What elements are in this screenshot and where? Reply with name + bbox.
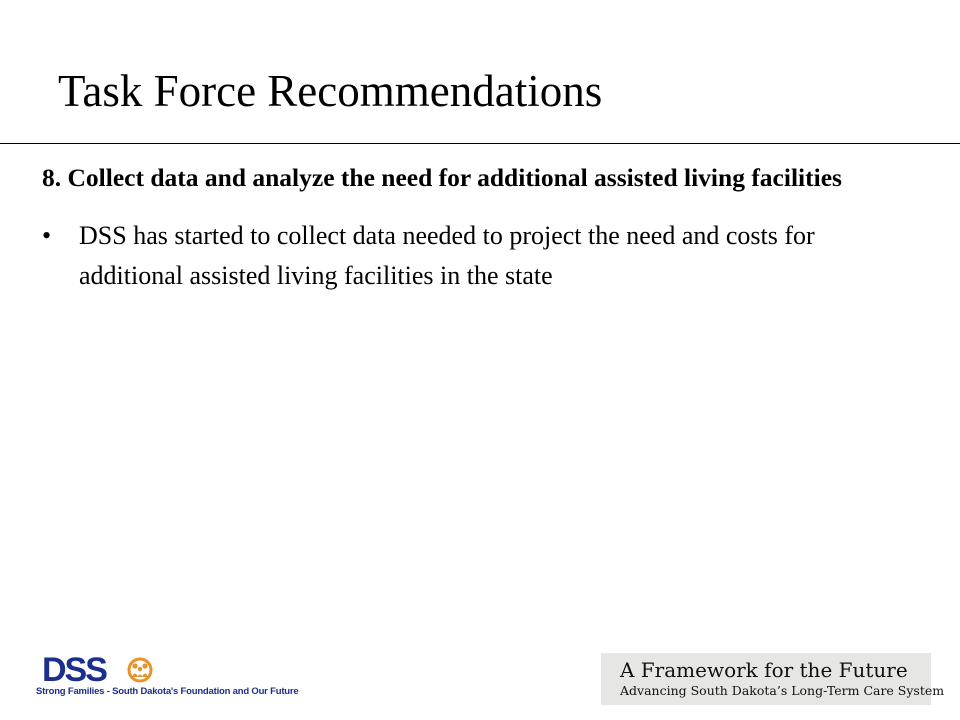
bullet-icon: • bbox=[42, 221, 52, 250]
dss-wordmark: DSS bbox=[42, 651, 106, 689]
dss-tagline: Strong Families - South Dakota's Foundation and Our Future bbox=[36, 686, 299, 697]
dss-logo bbox=[36, 651, 299, 700]
slide-content bbox=[42, 158, 922, 296]
title-divider bbox=[0, 143, 960, 144]
slide-title: Task Force Recommendations bbox=[58, 66, 603, 116]
framework-logo bbox=[601, 653, 945, 705]
family-circle-icon bbox=[126, 656, 154, 684]
bullet-item bbox=[42, 216, 922, 296]
bullet-text: DSS has started to collect data needed to project the need and costs for additional assisted living facilities in the state bbox=[79, 221, 815, 290]
recommendation-heading: 8. Collect data and analyze the need for additional assisted living facilities bbox=[42, 163, 842, 192]
framework-subtitle: Advancing South Dakota’s Long-Term Care System bbox=[620, 683, 945, 698]
bullet-list bbox=[42, 216, 922, 296]
framework-title: A Framework for the Future bbox=[620, 658, 908, 682]
